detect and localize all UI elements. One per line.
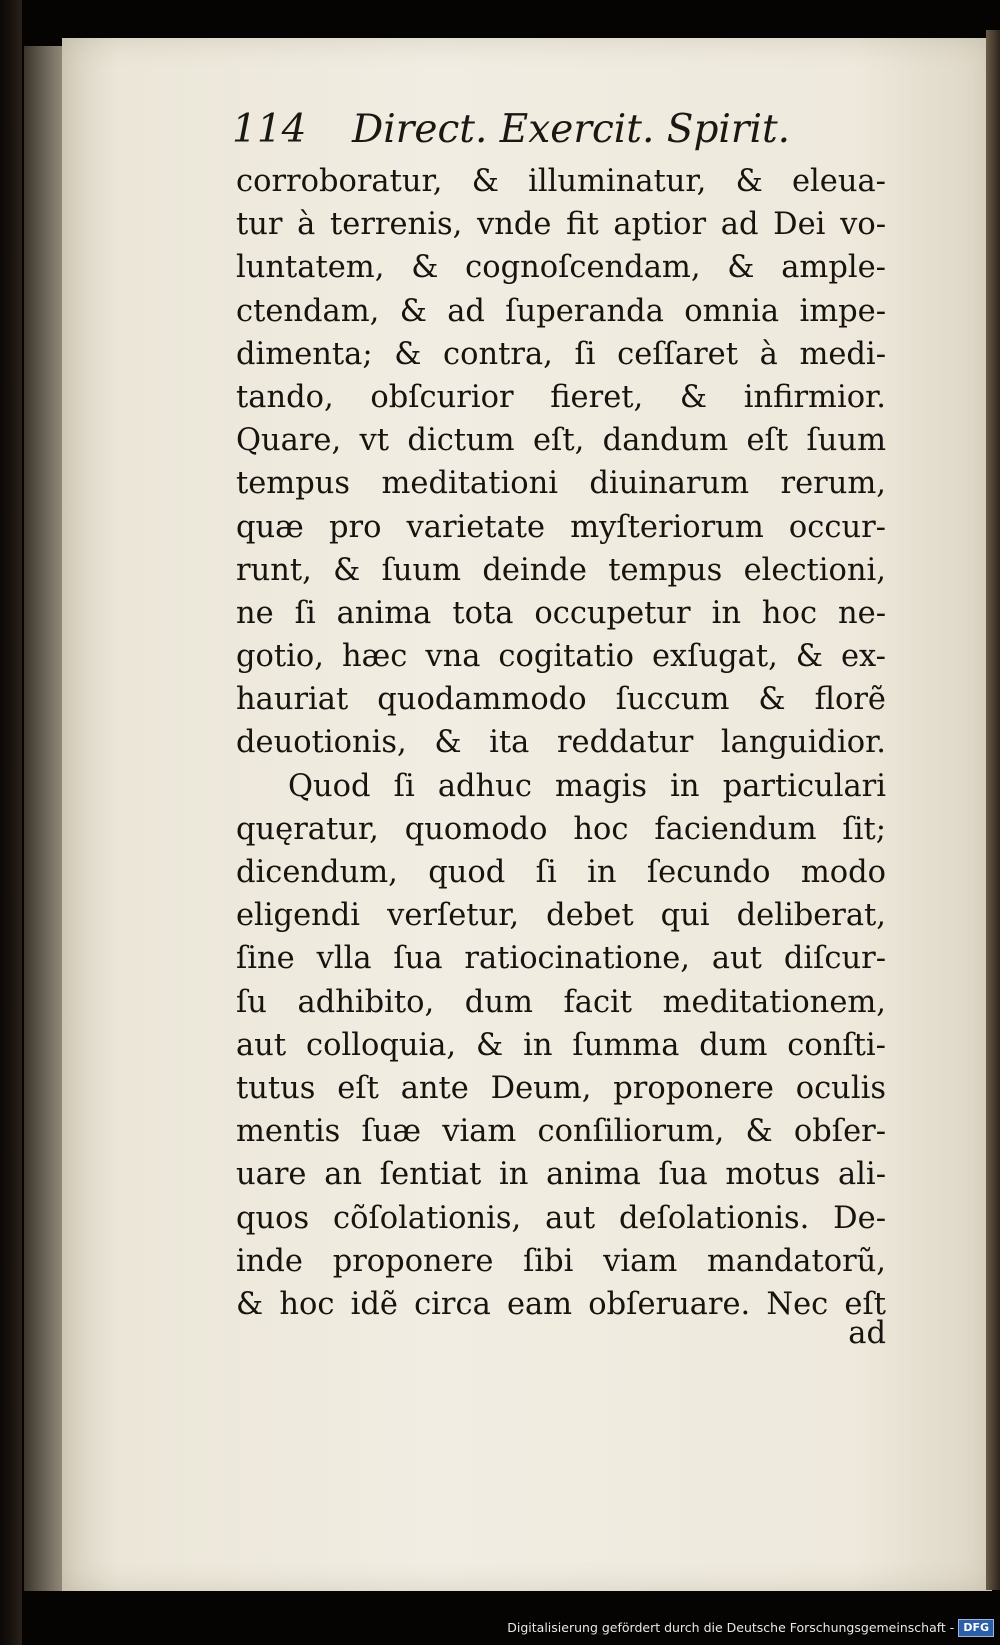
text-line: eligendi verſetur, debet qui deliberat, [236,898,886,934]
text-line: gotio, hæc vna cogitatio exſugat, & ex- [236,639,886,675]
text-line: quęratur, quomodo hoc faciendum ſit; [236,811,886,847]
text-line: deuotionis, & ita reddatur languidior. [236,725,886,761]
text-line: aut colloquia, & in ſumma dum conſti- [236,1027,886,1063]
page-number: 114 [232,107,307,152]
text-line: hauriat quodammodo ſuccum & florẽ [236,682,886,718]
digitization-credit [507,1617,994,1639]
text-line: Quod ſi adhuc magis in particulari [288,768,886,804]
text-line: ctendam, & ad ſuperanda omnia impe- [236,293,886,329]
text-line: luntatem, & cognoſcendam, & ample- [236,250,886,286]
text-line: mentis ſuæ viam conſiliorum, & obſer- [236,1114,886,1150]
text-line: dimenta; & contra, ſi ceſſaret à medi- [236,336,886,372]
text-line: uare an ſentiat in anima ſua motus ali- [236,1157,886,1193]
text-line: Quare, vt dictum eſt, dandum eſt ſuum [236,423,886,459]
text-line: corroboratur, & illuminatur, & eleua- [236,164,886,199]
text-line: ne ſi anima tota occupetur in hoc ne- [236,595,886,631]
catchword: ad [848,1316,886,1351]
text-line: quæ pro varietate myſteriorum occur- [236,509,886,545]
text-line: quos cõſolationis, aut deſolationis. De- [236,1200,886,1236]
text-line: dicendum, quod ſi in ſecundo modo [236,855,886,890]
text-line: ſu adhibito, dum facit meditationem, [236,984,886,1020]
dfg-logo: DFG [958,1619,994,1637]
text-line: tando, obſcurior fieret, & infirmior. [236,379,886,415]
text-line: & hoc idẽ circa eam obſeruare. Nec eſt [236,1286,886,1322]
text-line: runt, & ſuum deinde tempus electioni, [236,552,886,588]
book-spine-edge [0,0,22,1645]
running-header [232,102,882,158]
credit-text: Digitalisierung gefördert durch die Deutsche Forschungsgemeinschaft - [507,1620,955,1635]
page-right-edge [986,30,1000,1590]
text-line: tur à terrenis, vnde fit aptior ad Dei vo- [236,207,886,243]
text-line: tutus eſt ante Deum, proponere oculis [236,1070,886,1106]
text-line: inde proponere ſibi viam mandatorũ, [236,1243,886,1279]
body-text [236,160,886,1326]
running-title: Direct. Exercit. Spirit. [352,107,791,152]
text-line: tempus meditationi diuinarum rerum, [236,466,886,502]
text-line: ſine vlla ſua ratiocinatione, aut diſcur- [236,941,886,977]
